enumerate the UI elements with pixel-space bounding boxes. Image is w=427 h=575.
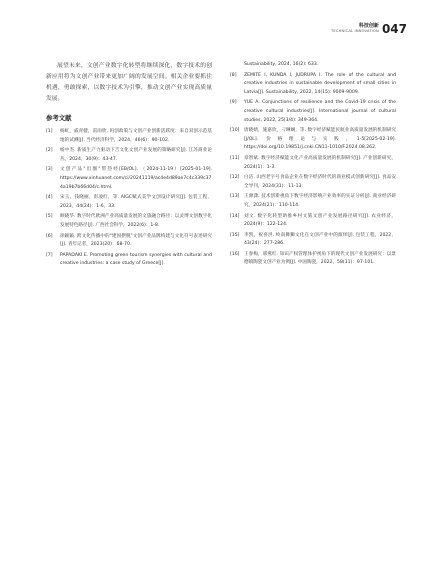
reference-text: 章智斌. 数字经济赋能文化产业高质量发展的机制研究[J]. 产业创新研究，2024(1)：1-3. bbox=[244, 155, 396, 170]
reference-number: [2] bbox=[46, 148, 53, 154]
reference-text: 刘文. 数字化转型助推乡村文旅文创产业发展路径研究[J]. 农业经济，2024(9)：122-124. bbox=[244, 213, 396, 228]
reference-text: 白洁. 山西老字号食品企业在数字经济时代的商业模式创新研究[J]. 食品安全导刊，2024(31)：11-13. bbox=[244, 175, 396, 189]
reference-item bbox=[230, 155, 396, 172]
reference-text: YUE A. Conjunctions of resilience and the Covid-19 crisis of the creative cultural industries[J]. International journal of cultural studies, 2022, 25(3/4): 349-364. bbox=[244, 100, 396, 123]
page-number: 047 bbox=[381, 22, 407, 36]
reference-item bbox=[230, 127, 396, 153]
reference-number: [14] bbox=[230, 213, 240, 219]
reference-item bbox=[46, 166, 212, 192]
reference-text: 徐颖颖. 跨文化传播中的"建国摆脱"文创产业品牌构建与文化符号表述研究[J]. 青年记者，2023(20)：68-70. bbox=[60, 233, 212, 248]
reference-text: 唐晓婧，施嘉欣，刁琳娴，等. 数字经济赋能民航业高质量发展的机制研究[J/OL]. 价格理论与实践，1-5[2025-02-19]. https://doi.org/10.19851/j.cnki.CN11-1010/F.2024.08.262. bbox=[244, 128, 396, 151]
reference-number: [6] bbox=[46, 233, 53, 239]
journal-section-labels bbox=[331, 24, 379, 33]
section-title-cn: 科技创新 bbox=[358, 23, 379, 30]
reference-item bbox=[230, 251, 396, 268]
right-column bbox=[230, 61, 396, 270]
reference-text: PAPADAKI E. Promoting green tourism synergies with cultural and creative industries: a case study of Greece[J]. bbox=[60, 252, 212, 267]
reference-number: [3] bbox=[46, 167, 53, 173]
reference-item bbox=[46, 252, 212, 269]
reference-item bbox=[46, 194, 212, 211]
reference-item bbox=[230, 174, 396, 191]
reference-number: [8] bbox=[230, 72, 237, 78]
reference-text: 顾晓华. 数字时代欧洲产业高质量发展的文旅融合路径：以灵博文创数字化发展特色路径[J]. 广西社会科学，2022(6)：1-8. bbox=[60, 214, 212, 228]
reference-text: ZEMITE I, KUNDA I, JUDRUPA I. The role of the cultural and creative industries in sustainable development of small cities in Latvia[J]. Sustainability, 2022, 14(15): 9009-9009. bbox=[244, 72, 396, 95]
reference-text: 文创产品"出圈"带热经[EB/OL]. （2024-11-19）[2025-01-19]. https://www.xinhuanet.com/ci/20241119/ac4e4d89ae7c4c339c374a19b7b66d04/c.html. bbox=[60, 167, 212, 190]
reference-item bbox=[230, 61, 396, 70]
reference-number: [12] bbox=[230, 175, 240, 181]
closing-paragraph: 展望未来，文创产业数字化转型将继续深化，数字技术的创新应用将为文创产业带来更加广阔的发展空间。相关企业要抓住机遇，勇敢探索，以数字技术为引擎，推动文创产业实现高质量发展。 bbox=[46, 63, 212, 102]
section-title-en: TECHNICAL INNOVATION bbox=[331, 28, 379, 33]
reference-item bbox=[230, 213, 396, 230]
reference-number: [5] bbox=[46, 214, 53, 220]
reference-item bbox=[230, 99, 396, 125]
reference-text: 李凯，祝喜洪. 岭南舞狮文化在文创产业中的演绎[J]. 包装工程，2022，43(24)：277-286. bbox=[244, 232, 396, 247]
references-heading: 参考文献 bbox=[46, 114, 72, 122]
reference-number: [16] bbox=[230, 251, 240, 257]
reference-number: [13] bbox=[230, 194, 240, 200]
reference-item bbox=[46, 213, 212, 230]
reference-number: [15] bbox=[230, 232, 240, 238]
reference-item bbox=[46, 147, 212, 164]
reference-number: [10] bbox=[230, 128, 240, 134]
reference-item bbox=[230, 232, 396, 249]
references-list-left bbox=[46, 128, 212, 269]
left-column bbox=[46, 61, 212, 271]
reference-text: 王春梅，邢燕红. 知识产权管理体护视角下的现代文创产业发展研究：以景德镇陶瓷文创产业为例[J]. 中国陶瓷，2022，58(11)：97-101. bbox=[244, 251, 396, 266]
references-list-right bbox=[230, 61, 396, 268]
reference-number: [11] bbox=[230, 155, 240, 161]
reference-text: 杨虹，戚青健，雷雨欣. 吗创政策与文创产业创新活跃度：来自双创示范基地的试测[J]. 当代经济科学，2024，46(6)：90-102. bbox=[60, 129, 212, 143]
reference-number bbox=[230, 61, 244, 70]
reference-number: [9] bbox=[230, 100, 237, 106]
reference-text: 宋玉，钱晓丽，彭凌红，等. AIGC赋式美学文创设计研究[J]. 包装工程，2023，44(24)：1-6，33. bbox=[60, 195, 212, 209]
reference-item bbox=[230, 72, 396, 98]
reference-number: [4] bbox=[46, 195, 53, 201]
reference-number: [1] bbox=[46, 129, 53, 134]
reference-item bbox=[230, 193, 396, 210]
reference-number: [7] bbox=[46, 252, 53, 258]
reference-text: Sustainability, 2024, 16(2): 633. bbox=[244, 62, 319, 67]
reference-text: 杨中杰. 新质生产力驱动下吉文化文创产业发展的策略研究[J]. 江苏商业论丛，2024，30(9)：43-47. bbox=[60, 148, 212, 162]
reference-text: 王源潇. 技术创新视角下数字经济影响产业效率的实证分析[J]. 商业经济研究，2024(21)：110-114. bbox=[244, 194, 396, 208]
reference-item bbox=[46, 128, 212, 145]
reference-item bbox=[46, 233, 212, 250]
page-header bbox=[331, 22, 407, 36]
